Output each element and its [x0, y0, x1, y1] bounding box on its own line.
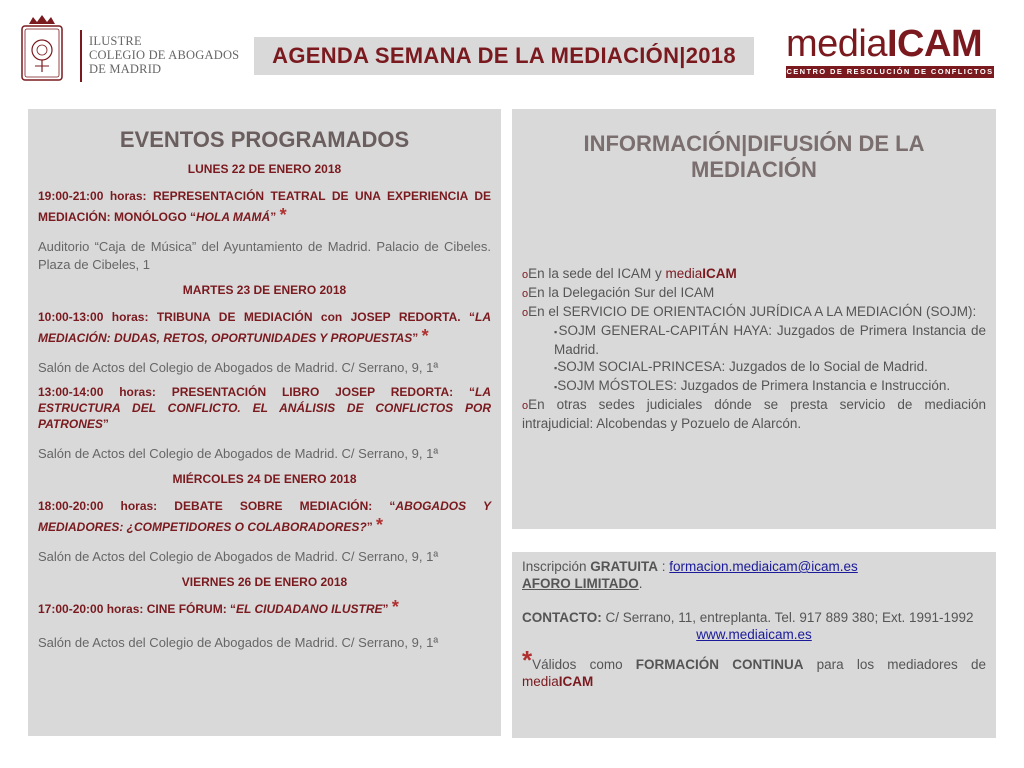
logo-part-media: media [786, 23, 887, 65]
colegio-crest-logo [19, 14, 65, 84]
square-bullet-icon: ▪ [554, 363, 558, 373]
website-link[interactable]: www.mediaicam.es [696, 627, 812, 642]
registration-line [522, 558, 986, 575]
asterisk-icon: * [421, 326, 429, 346]
brand-media: media [522, 674, 559, 689]
info-item [522, 265, 986, 284]
logo-part-icam: ICAM [887, 23, 983, 65]
bullet-icon: o [522, 269, 529, 281]
asterisk-icon: * [522, 645, 533, 675]
brand-icam: ICAM [702, 266, 737, 281]
logo-tagline: CENTRO DE RESOLUCIÓN DE CONFLICTOS [786, 67, 994, 76]
event-venue: Salón de Actos del Colegio de Abogados de Madrid. C/ Serrano, 9, 1ª [38, 360, 439, 375]
continuing-education: FORMACIÓN CONTINUA [635, 657, 804, 672]
event-venue: Salón de Actos del Colegio de Abogados de Madrid. C/ Serrano, 9, 1ª [38, 446, 439, 461]
info-subitem [522, 358, 986, 377]
event-title: EL CIUDADANO ILUSTRE [236, 602, 383, 616]
free-label: GRATUITA [590, 559, 659, 574]
square-bullet-icon: ▪ [554, 382, 558, 392]
brand-media: media [665, 266, 703, 281]
event-venue: Salón de Actos del Colegio de Abogados de Madrid. C/ Serrano, 9, 1ª [38, 635, 439, 650]
agenda-title-box [254, 37, 754, 75]
events-panel [28, 109, 501, 736]
asterisk-icon: * [279, 205, 287, 225]
email-link[interactable]: formacion.mediaicam@icam.es [669, 559, 858, 574]
contact-panel [512, 552, 996, 738]
colegio-line: ILUSTRE [89, 34, 142, 48]
event-venue: Auditorio “Caja de Música” del Ayuntamiento de Madrid. Palacio de Cibeles. Plaza de Cibeles, 1 [38, 239, 491, 272]
asterisk-icon: * [376, 515, 384, 535]
day-heading: LUNES 22 DE ENERO 2018 [187, 162, 342, 176]
info-text: En la sede del ICAM y [528, 266, 666, 281]
event-title: LA ESTRUCTURA DEL CONFLICTO. EL ANÁLISIS DE CONFLICTOS POR PATRONES [38, 385, 491, 431]
info-panel [512, 109, 996, 529]
event-quote: ” [412, 331, 419, 345]
square-bullet-icon: ▪ [554, 327, 559, 337]
bullet-icon: o [522, 400, 529, 412]
info-text: SOJM SOCIAL-PRINCESA: Juzgados de lo Social de Madrid. [557, 359, 928, 374]
mediaicam-logo [786, 22, 996, 78]
event-text: 19:00-21:00 horas: REPRESENTACIÓN TEATRAL DE UNA EXPERIENCIA DE MEDIACIÓN: MONÓLOGO “ [38, 189, 491, 224]
info-subitem [522, 377, 986, 396]
info-item [522, 396, 986, 432]
event-quote: ” [102, 417, 109, 431]
info-subitem [522, 322, 986, 358]
contact-text: C/ Serrano, 11, entreplanta. Tel. 917 889 380; Ext. 1991-1992 [601, 610, 974, 625]
info-text: SOJM GENERAL-CAPITÁN HAYA: Juzgados de Primera Instancia de Madrid. [554, 323, 986, 357]
validity-note [522, 645, 986, 690]
info-list [522, 265, 986, 432]
event-quote: ” [270, 210, 277, 224]
event-title: LA MEDIACIÓN: DUDAS, RETOS, OPORTUNIDADES Y PROPUESTAS [38, 310, 491, 345]
event-quote: ” [382, 602, 389, 616]
colegio-line: COLEGIO DE ABOGADOS [89, 48, 240, 62]
event-title: ABOGADOS Y MEDIADORES: ¿COMPETIDORES O COLABORADORES? [38, 499, 491, 534]
bullet-icon: o [522, 288, 529, 300]
info-text: En el SERVICIO DE ORIENTACIÓN JURÍDICA A LA MEDIACIÓN (SOJM): [528, 304, 977, 319]
event-text: 18:00-20:00 horas: DEBATE SOBRE MEDIACIÓN: “ [38, 499, 396, 513]
contact-line [522, 609, 986, 626]
registration-label: Inscripción [522, 559, 591, 574]
info-text: En la Delegación Sur del ICAM [528, 285, 715, 300]
event-item [38, 186, 491, 228]
event-title: HOLA MAMÁ [196, 210, 271, 224]
info-item [522, 303, 986, 322]
header-divider [80, 30, 82, 82]
info-item [522, 284, 986, 303]
colegio-name [89, 34, 239, 76]
colegio-line: DE MADRID [89, 62, 162, 76]
event-item [38, 599, 491, 620]
capacity-line [522, 575, 986, 592]
note-text: Válidos como [532, 657, 636, 672]
bullet-icon: o [522, 307, 529, 319]
day-heading: MARTES 23 DE ENERO 2018 [182, 283, 347, 297]
separator: : [658, 559, 670, 574]
event-text: 10:00-13:00 horas: TRIBUNA DE MEDIACIÓN con JOSEP REDORTA. “ [38, 310, 475, 324]
info-text: En otras sedes judiciales dónde se presta servicio de mediación intrajudicial: Alcobendas y Pozuelo de Alarcón. [522, 397, 986, 431]
agenda-title: AGENDA SEMANA DE LA MEDIACIÓN|2018 [272, 43, 736, 68]
note-text: para los mediadores de [803, 657, 986, 672]
mediaicam-wordmark [786, 22, 982, 66]
event-quote: ” [366, 520, 373, 534]
period: . [638, 576, 643, 591]
web-line [522, 626, 986, 643]
event-item [38, 307, 491, 349]
limited-capacity: AFORO LIMITADO [522, 576, 639, 591]
event-text: 13:00-14:00 horas: PRESENTACIÓN LIBRO JOSEP REDORTA: “ [38, 385, 475, 399]
event-text: 17:00-20:00 horas: CINE FÓRUM: “ [38, 602, 237, 616]
contact-label: CONTACTO: [522, 610, 602, 625]
event-item [38, 496, 491, 538]
brand-icam: ICAM [558, 674, 594, 689]
info-text: SOJM MÓSTOLES: Juzgados de Primera Instancia e Instrucción. [557, 378, 951, 393]
events-title: EVENTOS PROGRAMADOS [119, 127, 410, 152]
info-title: INFORMACIÓN|DIFUSIÓN DE LA MEDIACIÓN [583, 131, 925, 182]
asterisk-icon: * [391, 597, 399, 617]
event-item [38, 384, 491, 432]
event-venue: Salón de Actos del Colegio de Abogados de Madrid. C/ Serrano, 9, 1ª [38, 549, 439, 564]
day-heading: MIÉRCOLES 24 DE ENERO 2018 [172, 472, 357, 486]
day-heading: VIERNES 26 DE ENERO 2018 [181, 575, 348, 589]
